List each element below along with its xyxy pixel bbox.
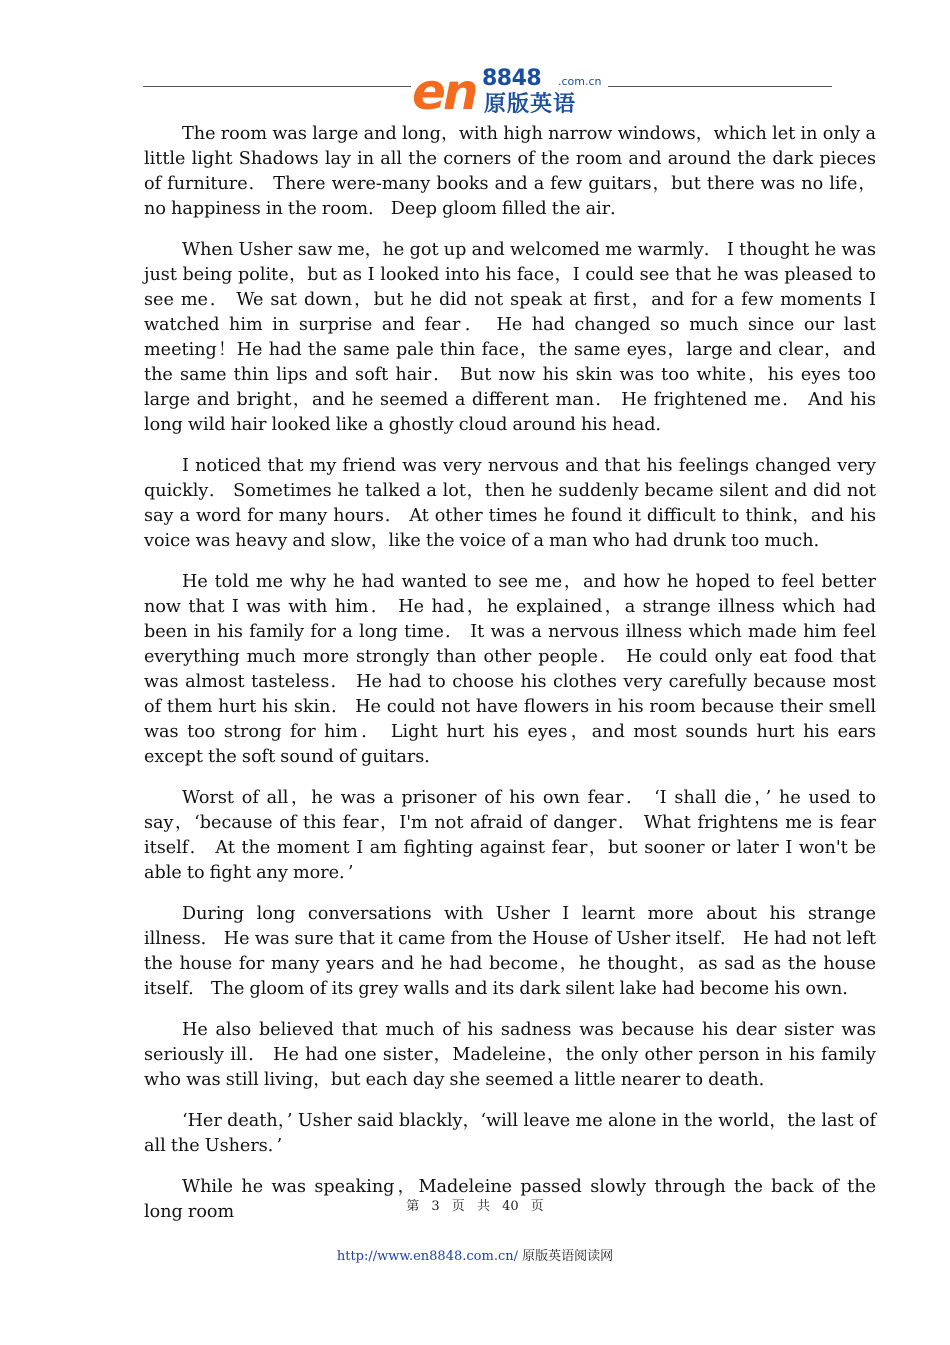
paragraph: I noticed that my friend was very nervous and that his feelings changed very quickly． Sometimes he talked a lot，then he suddenly became silent and did not say a word for many hours． At other times he found it difficult to think，and his voice was heavy and slow，like the voice of a man who had drunk too much． bbox=[144, 456, 876, 551]
page-prefix: 第 bbox=[406, 1199, 420, 1214]
paragraph: He also believed that much of his sadness was because his dear sister was seriously ill． He had one sister，Madeleine，the only other person in his family who was still living，but each day she seemed a little nearer to death． bbox=[144, 1020, 876, 1090]
page-mid-1: 页 bbox=[451, 1199, 465, 1214]
page-mid-2: 共 bbox=[476, 1199, 490, 1214]
paragraph: When Usher saw me，he got up and welcomed me warmly． I thought he was just being polite，but as I looked into his face，I could see that he was pleased to see me． We sat down，but he did not speak at first，and for a few moments I watched him in surprise and fear． He had changed so much since our last meeting！He had the same pale thin face，the same eyes，large and clear，and the same thin lips and soft hair． But now his skin was too white，his eyes too large and bright，and he seemed a different man． He frightened me． And his long wild hair looked like a ghostly cloud around his head． bbox=[144, 240, 876, 435]
paragraph: While he was speaking，Madeleine passed slowly through the back of the long room bbox=[144, 1177, 876, 1222]
page-number bbox=[0, 1198, 950, 1216]
document-body bbox=[144, 122, 876, 1241]
logo-en-text: en bbox=[412, 63, 476, 121]
paragraph: Worst of all，he was a prisoner of his own fear． ‘I shall die，’ he used to say，‘because of this fear，I'm not afraid of danger． What frightens me is fear itself． At the moment I am fighting against fear，but sooner or later I won't be able to fight any more．’ bbox=[144, 788, 876, 883]
logo-chinese: 原版英语 bbox=[484, 92, 577, 117]
paragraph: ‘Her death，’ Usher said blackly，‘will leave me alone in the world，the last of all the Ushers．’ bbox=[144, 1111, 876, 1156]
site-name: 原版英语阅读网 bbox=[522, 1249, 614, 1264]
page-header bbox=[0, 62, 950, 122]
footer-url-line bbox=[0, 1248, 950, 1266]
site-logo bbox=[412, 63, 608, 121]
page-current: 3 bbox=[431, 1199, 440, 1214]
paragraph: During long conversations with Usher I learnt more about his strange illness． He was sure that it came from the House of Usher itself． He had not left the house for many years and he had become，he thought，as sad as the house itself． The gloom of its grey walls and its dark silent lake had become his own． bbox=[144, 904, 876, 999]
page-suffix: 页 bbox=[530, 1199, 544, 1214]
site-url-link[interactable]: http://www.en8848.com.cn/ bbox=[336, 1249, 518, 1264]
header-rule-left bbox=[143, 86, 411, 87]
paragraph: He told me why he had wanted to see me，and how he hoped to feel better now that I was with him． He had，he explained，a strange illness which had been in his family for a long time． It was a nervous illness which made him feel everything much more strongly than other people． He could only eat food that was almost tasteless． He had to choose his clothes very carefully because most of them hurt his skin． He could not have flowers in his room because their smell was too strong for him． Light hurt his eyes，and most sounds hurt his ears except the soft sound of guitars． bbox=[144, 572, 876, 767]
logo-domain: .com.cn bbox=[558, 75, 602, 88]
paragraph: The room was large and long，with high narrow windows，which let in only a little light Shadows lay in all the corners of the room and around the dark pieces of furniture． There were-many books and a few guitars，but there was no life，no happiness in the room． Deep gloom filled the air． bbox=[144, 124, 876, 219]
page-total: 40 bbox=[502, 1199, 519, 1214]
header-rule-right bbox=[608, 86, 832, 87]
logo-number: 8848 bbox=[482, 66, 542, 91]
